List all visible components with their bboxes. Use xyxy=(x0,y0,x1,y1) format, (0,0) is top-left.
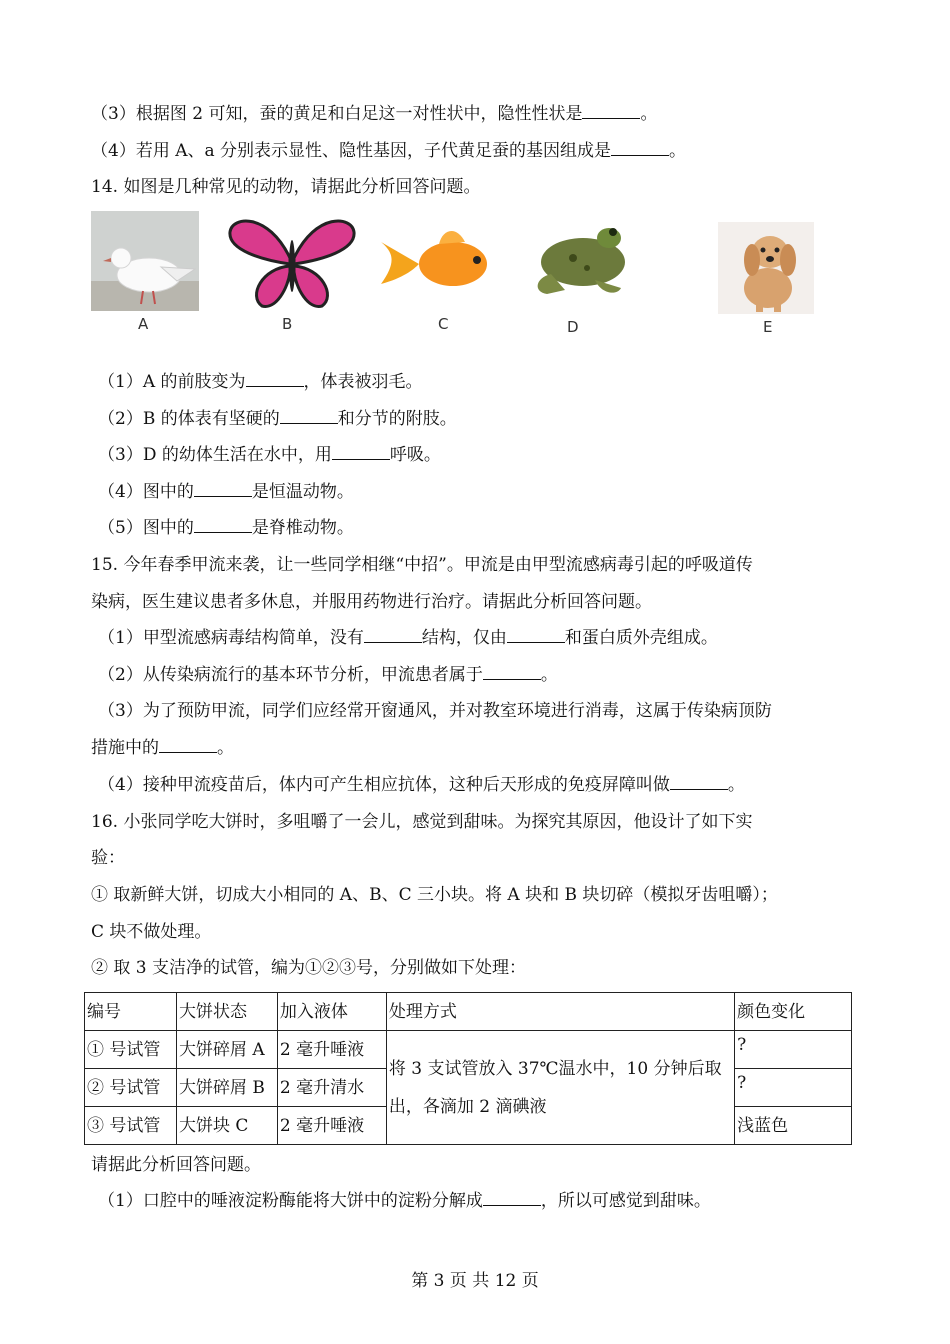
table-cell: 2 毫升唾液 xyxy=(277,1107,386,1145)
question-14-title: 14. 如图是几种常见的动物，请据此分析回答问题。 xyxy=(91,177,481,197)
answer-blank xyxy=(611,141,669,156)
after-table-text: 请据此分析回答问题。 xyxy=(91,1155,261,1175)
table-cell: 2 毫升清水 xyxy=(277,1069,386,1107)
answer-blank xyxy=(194,482,252,497)
goldfish-image xyxy=(373,222,495,300)
table-cell: ② 号试管 xyxy=(85,1069,177,1107)
table-cell: 大饼碎屑 A xyxy=(176,1031,277,1069)
question-16-step1-line1: ① 取新鲜大饼，切成大小相同的 A、B、C 三小块。将 A 块和 B 块切碎（模拟牙齿咀嚼）； xyxy=(91,885,778,905)
question-15-4: （4）接种甲流疫苗后，体内可产生相应抗体，这种后天形成的免疫屏障叫做 。 xyxy=(98,775,745,795)
question-14-3: （3）D 的幼体生活在水中，用 呼吸。 xyxy=(98,445,441,465)
answer-blank xyxy=(332,445,390,460)
page-footer: 第 3 页 共 12 页 xyxy=(411,1271,539,1291)
table-method-cell: 将 3 支试管放入 37℃温水中，10 分钟后取出，各滴加 2 滴碘液 xyxy=(386,1031,734,1145)
question-15-3-line1: （3）为了预防甲流，同学们应经常开窗通风，并对教室环境进行消毒，这属于传染病顶防 xyxy=(98,701,772,721)
table-cell: 浅蓝色 xyxy=(735,1107,852,1145)
question-16-1: （1）口腔中的唾液淀粉酶能将大饼中的淀粉分解成 ，所以可感觉到甜味。 xyxy=(98,1191,711,1211)
answer-blank xyxy=(194,518,252,533)
butterfly-image xyxy=(228,214,356,310)
frog-image xyxy=(525,212,631,298)
question-14-5: （5）图中的 是脊椎动物。 xyxy=(98,518,354,538)
table-cell: 2 毫升唾液 xyxy=(277,1031,386,1069)
question-15-2: （2）从传染病流行的基本环节分析，甲流患者属于 。 xyxy=(98,665,558,685)
answer-blank xyxy=(582,104,640,119)
question-13-3: （3）根据图 2 可知，蚕的黄足和白足这一对性状中，隐性性状是 。 xyxy=(91,104,658,124)
table-cell: ? xyxy=(735,1031,852,1069)
animal-label-c: C xyxy=(438,315,449,333)
table-cell: ① 号试管 xyxy=(85,1031,177,1069)
puppy-image xyxy=(718,222,814,314)
answer-blank xyxy=(483,665,541,680)
answer-blank xyxy=(483,1191,541,1206)
answer-blank xyxy=(670,775,728,790)
answer-blank xyxy=(159,738,217,753)
experiment-table xyxy=(84,992,852,1145)
table-header-cell: 加入液体 xyxy=(277,993,386,1031)
table-header-cell: 大饼状态 xyxy=(176,993,277,1031)
question-15-title-line1: 15. 今年春季甲流来袭，让一些同学相继“中招”。甲流是由甲型流感病毒引起的呼吸道传 xyxy=(91,555,753,575)
table-row xyxy=(85,1031,852,1069)
answer-blank xyxy=(280,409,338,424)
table-header-cell: 处理方式 xyxy=(386,993,734,1031)
table-header-cell: 颜色变化 xyxy=(735,993,852,1031)
question-16-title-line1: 16. 小张同学吃大饼时，多咀嚼了一会儿，感觉到甜味。为探究其原因，他设计了如下实 xyxy=(91,812,753,832)
table-cell: 大饼碎屑 B xyxy=(176,1069,277,1107)
animal-label-e: E xyxy=(763,318,773,336)
table-header-row xyxy=(85,993,852,1031)
question-15-1: （1）甲型流感病毒结构简单，没有 结构，仅由 和蛋白质外壳组成。 xyxy=(98,628,718,648)
question-15-title-line2: 染病，医生建议患者多休息，并服用药物进行治疗。请据此分析回答问题。 xyxy=(91,592,652,612)
answer-blank xyxy=(364,628,422,643)
table-header-cell: 编号 xyxy=(85,993,177,1031)
pigeon-image xyxy=(91,211,199,311)
question-16-step1-line2: C 块不做处理。 xyxy=(91,922,212,942)
question-14-2: （2）B 的体表有坚硬的 和分节的附肢。 xyxy=(98,409,457,429)
question-15-3-line2: 措施中的 。 xyxy=(91,738,234,758)
table-cell: ③ 号试管 xyxy=(85,1107,177,1145)
animal-label-a: A xyxy=(138,315,149,333)
question-16-title-line2: 验： xyxy=(91,848,125,868)
question-14-4: （4）图中的 是恒温动物。 xyxy=(98,482,354,502)
answer-blank xyxy=(507,628,565,643)
table-cell: 大饼块 C xyxy=(176,1107,277,1145)
question-13-4: （4）若用 A、a 分别表示显性、隐性基因，子代黄足蚕的基因组成是 。 xyxy=(91,141,687,161)
question-14-1: （1）A 的前肢变为 ，体表被羽毛。 xyxy=(98,372,423,392)
table-cell: ? xyxy=(735,1069,852,1107)
animal-label-d: D xyxy=(567,318,579,336)
answer-blank xyxy=(246,372,304,387)
animal-label-b: B xyxy=(282,315,293,333)
question-16-step2: ② 取 3 支洁净的试管，编为①②③号，分别做如下处理： xyxy=(91,958,527,978)
